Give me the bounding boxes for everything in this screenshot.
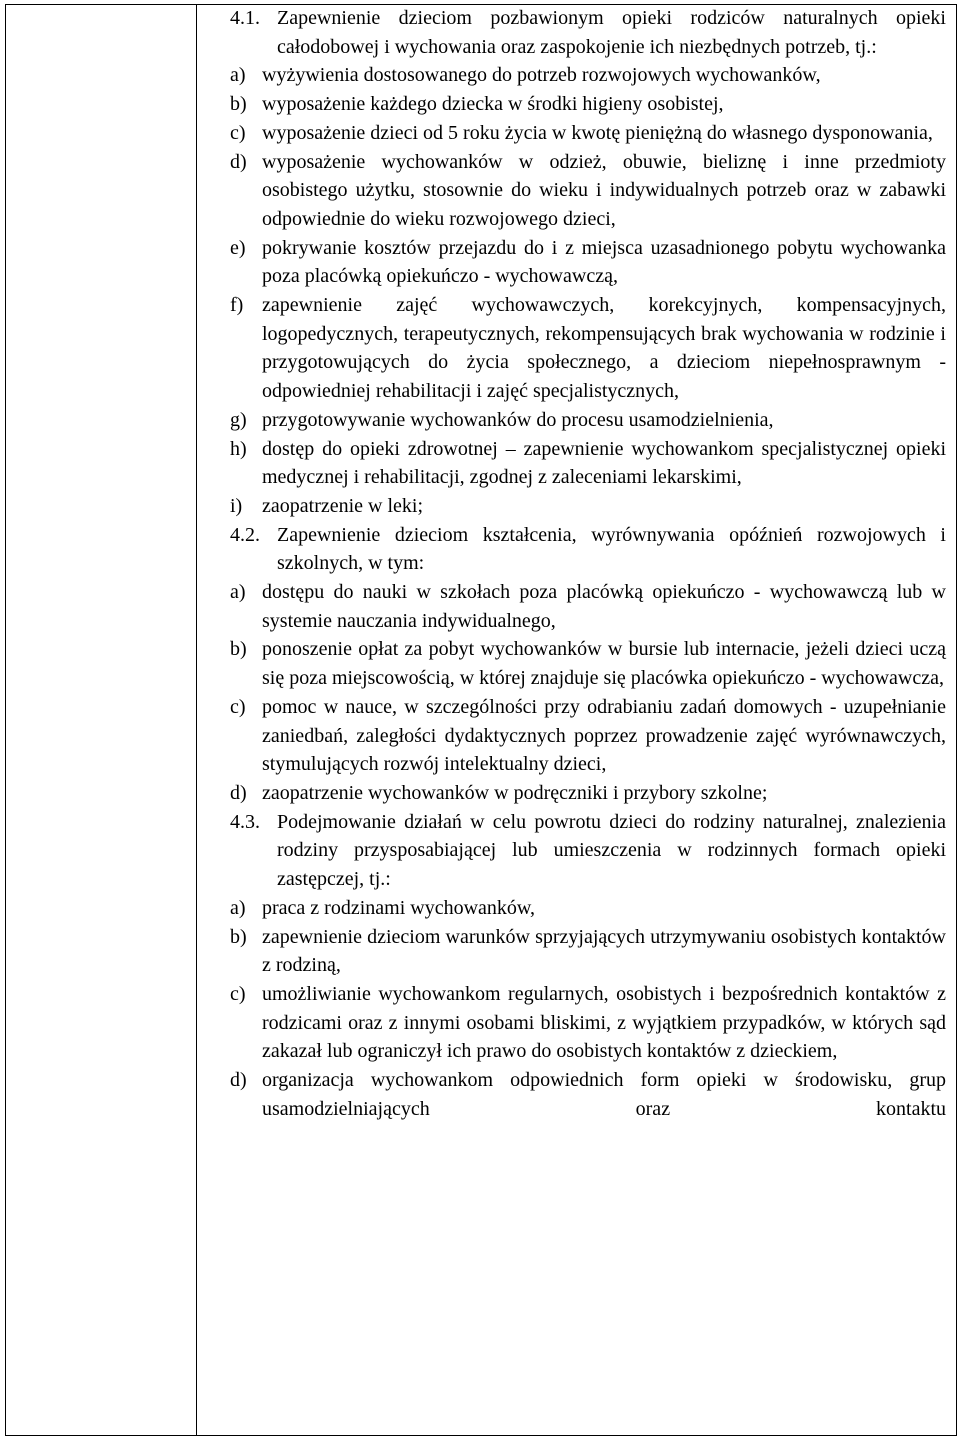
- list-item-text: zaopatrzenie wychowanków w podręczniki i przybory szkolne;: [262, 781, 768, 804]
- list-item: [230, 635, 946, 692]
- list-item: [230, 779, 946, 808]
- list-item: [230, 435, 946, 492]
- list-item: [230, 578, 946, 635]
- section-4-3: [230, 808, 946, 894]
- section-heading: Zapewnienie dzieciom pozbawionym opieki rodziców naturalnych opieki całodobowej i wychowania oraz zaspokojenie ich niezbędnych potrzeb, tj.:: [277, 7, 946, 58]
- list-item: [230, 492, 946, 521]
- list-item-text: ponoszenie opłat za pobyt wychowanków w bursie lub internacie, jeżeli dzieci uczą się poza miejscowością, w której znajduje się placówka opiekuńczo - wychowawcza,: [262, 638, 946, 690]
- list-item-label: b): [230, 93, 247, 116]
- list-item-label: b): [230, 638, 247, 661]
- list-item-label: e): [230, 236, 246, 259]
- document-content: [230, 4, 946, 1123]
- list-item-label: c): [230, 982, 246, 1005]
- list-item-label: h): [230, 437, 247, 460]
- list-item-text: zapewnienie dzieciom warunków sprzyjających utrzymywaniu osobistych kontaktów z rodziną,: [262, 925, 946, 977]
- list-item: [230, 406, 946, 435]
- list-item-label: d): [230, 1069, 247, 1092]
- list-item: [230, 119, 946, 148]
- list-item: [230, 980, 946, 1066]
- list-item-label: i): [230, 494, 243, 517]
- section-heading: Podejmowanie działań w celu powrotu dzieci do rodziny naturalnej, znalezienia rodziny przysposabiającej lub umieszczenia w rodzinnych formach opieki zastępczej, tj.:: [277, 810, 946, 891]
- list-item: [230, 923, 946, 980]
- list-item-text: praca z rodzinami wychowanków,: [262, 896, 536, 919]
- list-item-label: a): [230, 64, 246, 87]
- section-4-1: [230, 4, 946, 61]
- list-item-text: wyżywienia dostosowanego do potrzeb rozwojowych wychowanków,: [262, 64, 821, 87]
- list-item-text: organizacja wychowankom odpowiednich form opieki w środowisku, grup usamodzielniających oraz kontaktu: [262, 1069, 946, 1120]
- list-item-label: d): [230, 150, 247, 173]
- list-item-text: wyposażenie wychowanków w odzież, obuwie, bieliznę i inne przedmioty osobistego użytku, stosownie do wieku i indywidualnych potrzeb oraz w zabawki odpowiednie do wieku rozwojowego dzieci,: [262, 150, 946, 230]
- list-item-label: c): [230, 121, 246, 144]
- section-number: 4.2.: [230, 523, 260, 546]
- list-item-text: zapewnienie zajęć wychowawczych, korekcyjnych, kompensacyjnych, logopedycznych, terapeutycznych, rekompensujących brak wychowania w rodzinie i przygotowujących do życia społecznego, a dzieciom niepełnosprawnym - odpowiedniej rehabilitacji i zajęć specjalistycznych,: [262, 294, 946, 403]
- table-column-divider: [196, 5, 197, 1435]
- list-item-text: pomoc w nauce, w szczególności przy odrabianiu zadań domowych - uzupełnianie zaniedbań, zaległości dydaktycznych poprzez prowadzenie zajęć wyrównawczych, stymulujących rozwój intelektualny dzieci,: [262, 695, 946, 776]
- list-item: [230, 1066, 946, 1123]
- list-item: [230, 61, 946, 90]
- section-4-2: [230, 521, 946, 578]
- list-item-label: c): [230, 695, 246, 718]
- list-item-label: a): [230, 581, 246, 604]
- section-number: 4.3.: [230, 810, 260, 833]
- section-number: 4.1.: [230, 7, 260, 29]
- list-item-label: b): [230, 925, 247, 948]
- list-item: [230, 291, 946, 406]
- list-item-label: a): [230, 896, 246, 919]
- list-item: [230, 148, 946, 234]
- list-item-text: dostęp do opieki zdrowotnej – zapewnienie wychowankom specjalistycznej opieki medycznej i rehabilitacji, zgodnej z zaleceniami lekarskimi,: [262, 437, 946, 489]
- list-item-text: dostępu do nauki w szkołach poza placówką opiekuńczo - wychowawczą lub w systemie nauczania indywidualnego,: [262, 581, 946, 632]
- list-item-label: d): [230, 781, 247, 804]
- list-item-label: f): [230, 294, 244, 317]
- list-item: [230, 234, 946, 291]
- list-item-text: zaopatrzenie w leki;: [262, 494, 424, 517]
- list-item-text: wyposażenie każdego dziecka w środki higieny osobistej,: [262, 93, 724, 116]
- section-heading: Zapewnienie dzieciom kształcenia, wyrównywania opóźnień rozwojowych i szkolnych, w tym:: [277, 523, 946, 575]
- list-item-text: wyposażenie dzieci od 5 roku życia w kwotę pieniężną do własnego dysponowania,: [262, 121, 933, 144]
- list-item: [230, 894, 946, 923]
- list-item-text: przygotowywanie wychowanków do procesu usamodzielnienia,: [262, 408, 774, 431]
- list-item-text: umożliwianie wychowankom regularnych, osobistych i bezpośrednich kontaktów z rodzicami oraz z innymi osobami bliskimi, z wyjątkiem przypadków, w których sąd zakazał lub ograniczył ich prawo do osobistych kontaktów z dzieckiem,: [262, 982, 946, 1063]
- list-item-label: g): [230, 408, 247, 431]
- list-item-text: pokrywanie kosztów przejazdu do i z miejsca uzasadnionego pobytu wychowanka poza placówką opiekuńczo - wychowawczą,: [262, 236, 946, 288]
- list-item: [230, 693, 946, 779]
- list-item: [230, 90, 946, 119]
